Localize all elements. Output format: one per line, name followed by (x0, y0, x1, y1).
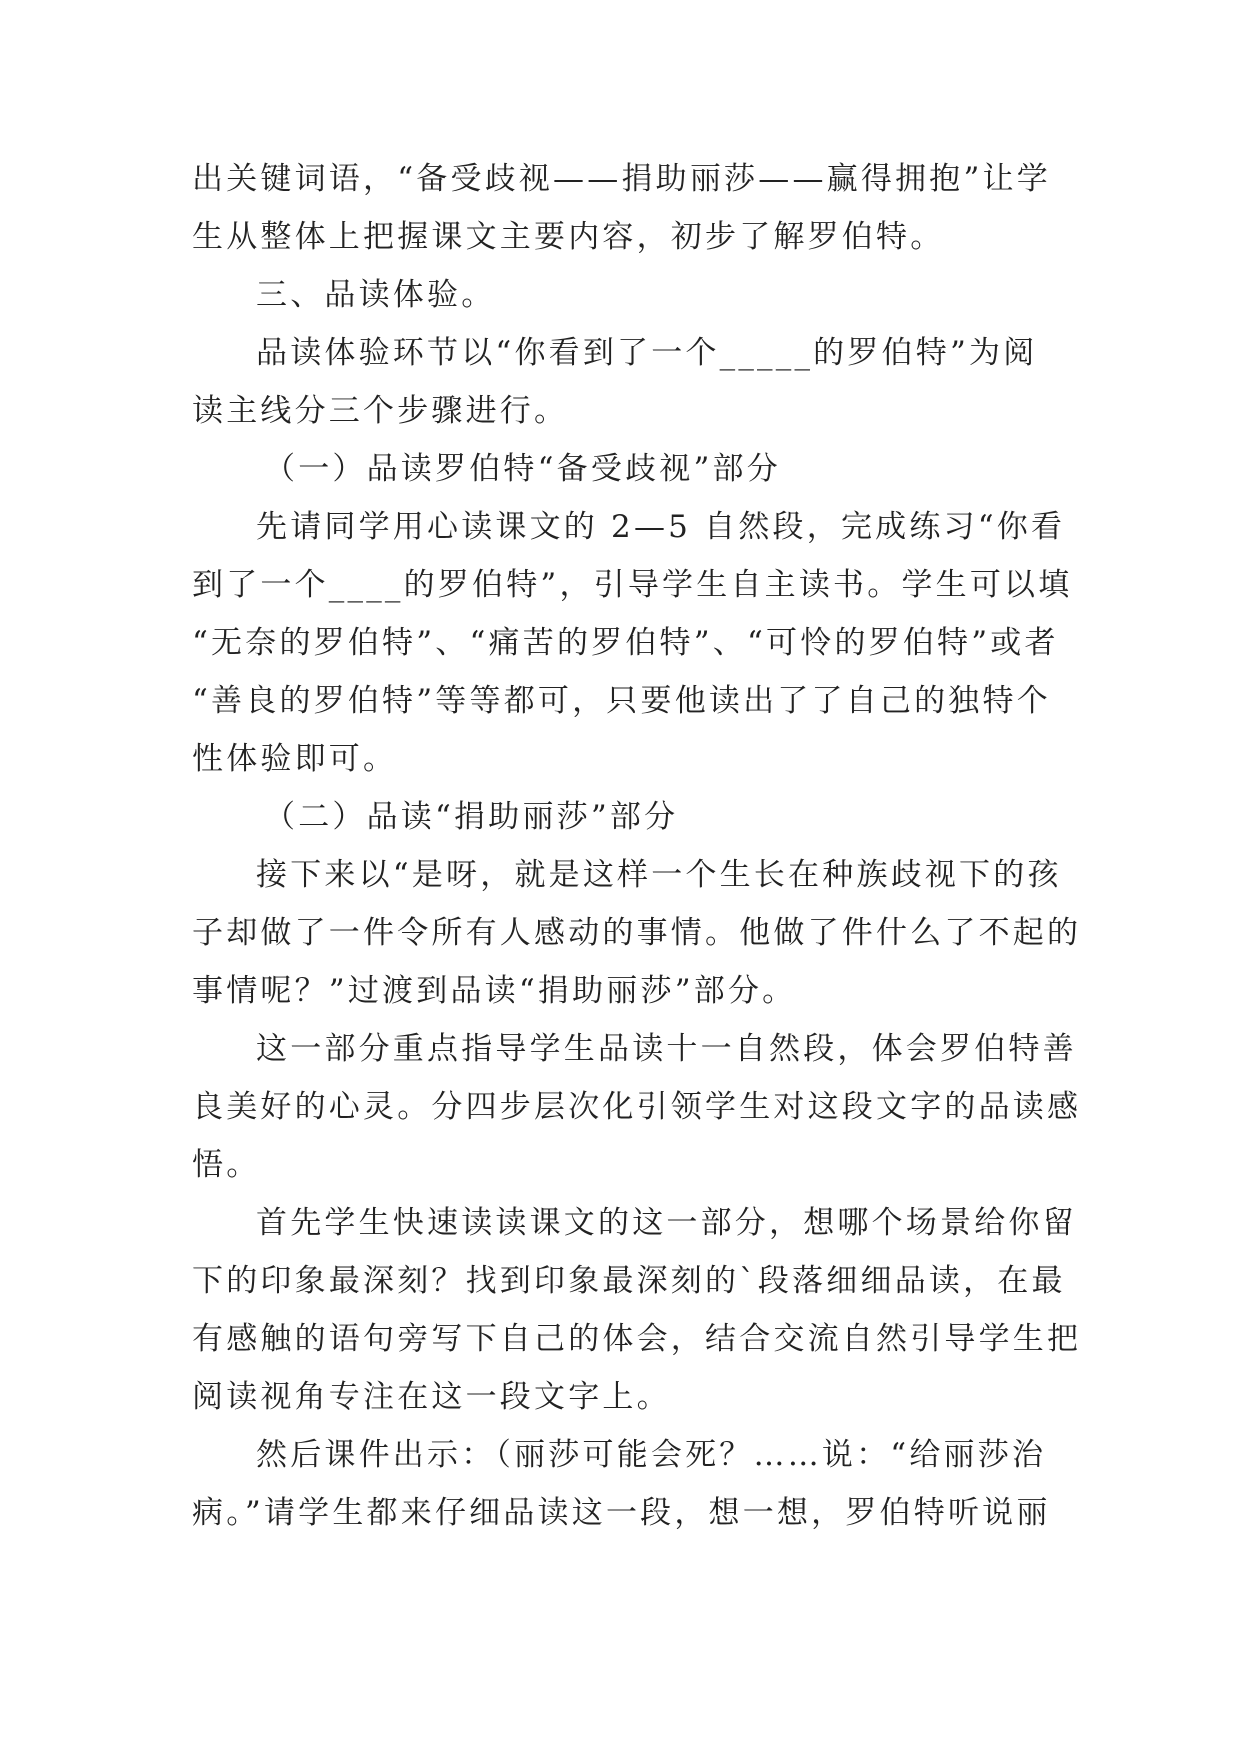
document-body (192, 150, 1082, 1542)
text-line: 读主线分三个步骤进行。 (192, 393, 569, 429)
text-line: 阅读视角专注在这一段文字上。 (192, 1379, 671, 1415)
text-line: 出关键词语，“备受歧视——捐助丽莎——赢得拥抱”让学 (192, 161, 1051, 197)
text-line: “无奈的罗伯特”、“痛苦的罗伯特”、“可怜的罗伯特”或者 (192, 625, 1059, 661)
text-line: 生从整体上把握课文主要内容，初步了解罗伯特。 (192, 219, 945, 255)
text-line: 下的印象最深刻？找到印象最深刻的`段落细细品读，在最 (192, 1263, 1066, 1299)
text-line: 先请同学用心读课文的 2—5 自然段，完成练习“你看 (256, 509, 1066, 545)
text-line: “善良的罗伯特”等等都可，只要他读出了了自己的独特个 (192, 683, 1051, 719)
subsection-heading: （二）品读“捐助丽莎”部分 (264, 799, 679, 835)
text-line: 病。”请学生都来仔细品读这一段，想一想，罗伯特听说丽 (192, 1495, 1051, 1531)
text-line: 良美好的心灵。分四步层次化引领学生对这段文字的品读感 (192, 1089, 1082, 1125)
text-line: 首先学生快速读读课文的这一部分，想哪个场景给你留 (256, 1205, 1077, 1241)
subsection-heading: （一）品读罗伯特“备受歧视”部分 (264, 451, 781, 487)
section-heading: 三、品读体验。 (256, 277, 496, 313)
text-line: 接下来以“是呀，就是这样一个生长在种族歧视下的孩 (256, 857, 1062, 893)
text-line: 品读体验环节以“你看到了一个_____的罗伯特”为阅 (256, 335, 1038, 371)
text-line: 然后课件出示：（丽莎可能会死？……说：“给丽莎治 (256, 1437, 1047, 1473)
text-line: 子却做了一件令所有人感动的事情。他做了件什么了不起的 (192, 915, 1082, 951)
text-line: 这一部分重点指导学生品读十一自然段，体会罗伯特善 (256, 1031, 1077, 1067)
text-line: 事情呢？”过渡到品读“捐助丽莎”部分。 (192, 973, 797, 1009)
text-line: 性体验即可。 (192, 741, 398, 777)
text-line: 悟。 (192, 1147, 261, 1183)
text-line: 有感触的语句旁写下自己的体会，结合交流自然引导学生把 (192, 1321, 1082, 1357)
text-line: 到了一个____的罗伯特”，引导学生自主读书。学生可以填 (192, 567, 1073, 603)
